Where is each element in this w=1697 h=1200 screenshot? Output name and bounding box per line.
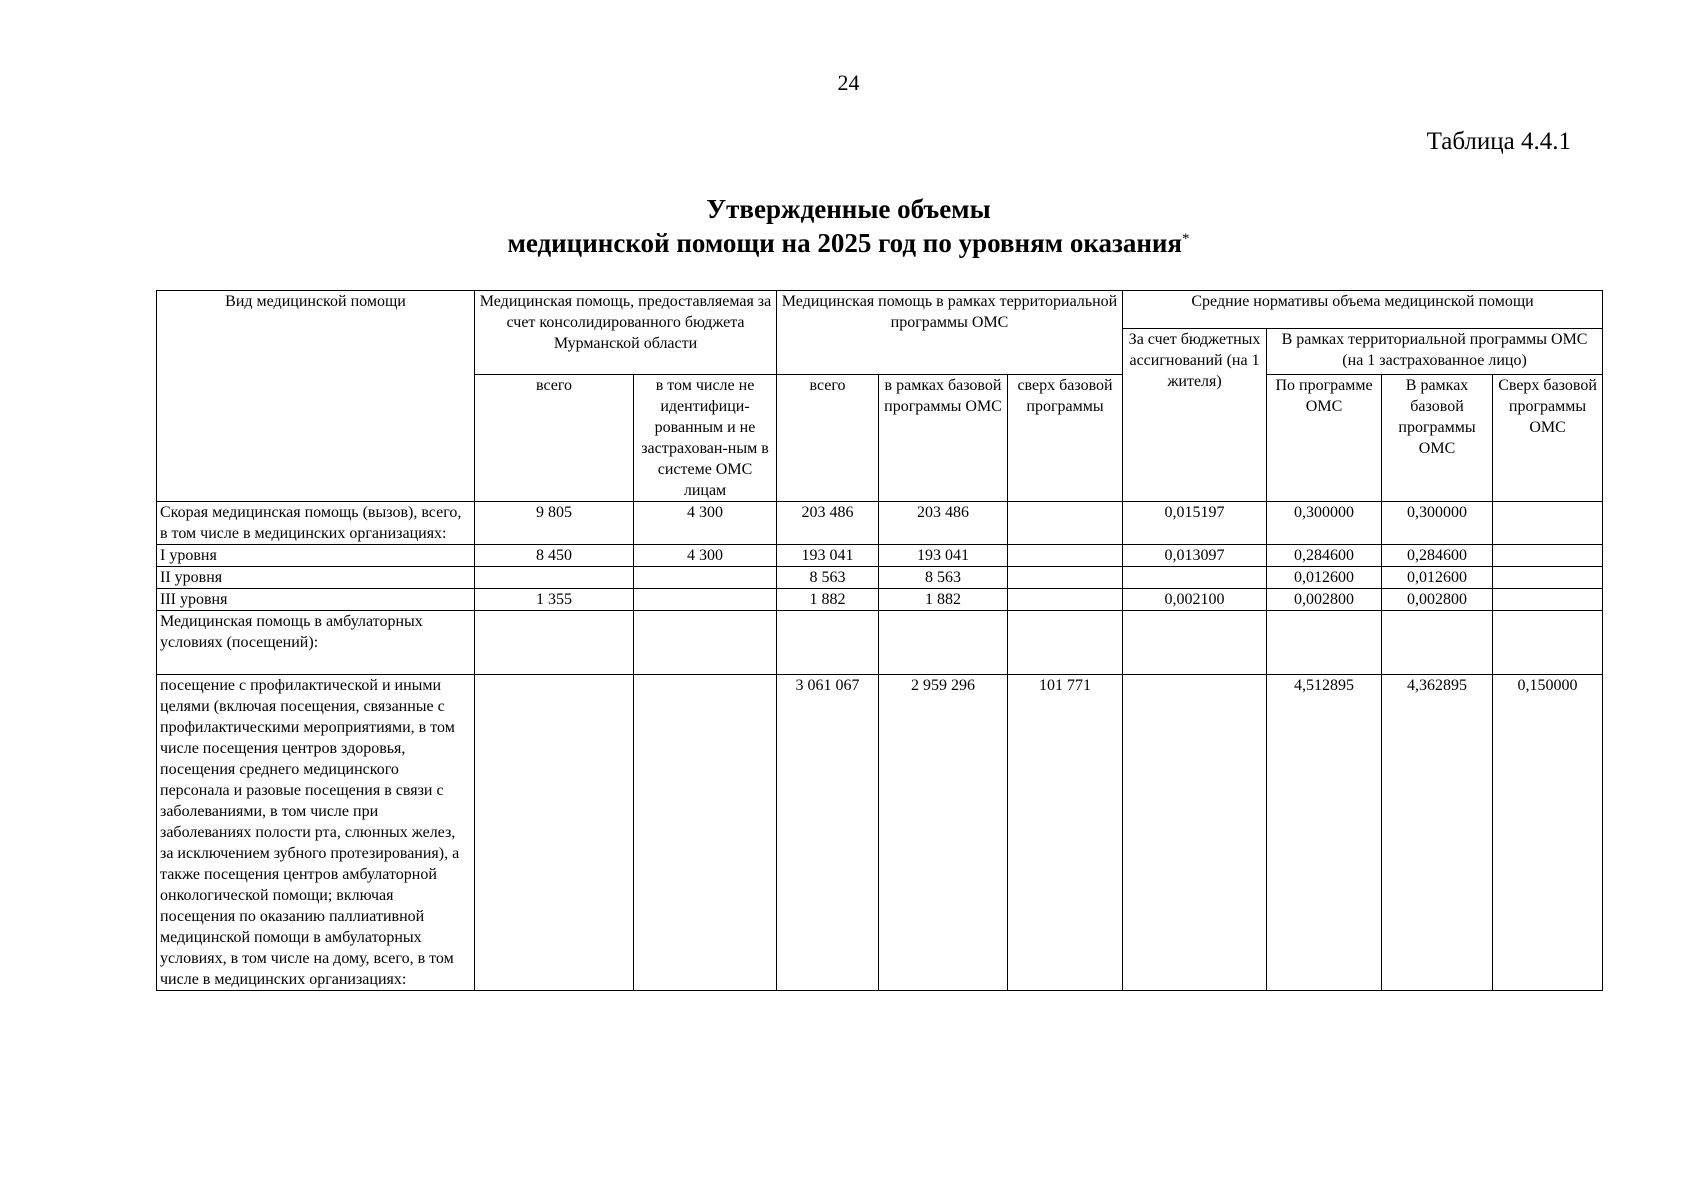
title-line-1: Утвержденные объемы — [706, 194, 991, 224]
cell-norm-oms-program: 0,300000 — [1267, 502, 1382, 545]
page-number: 24 — [837, 70, 860, 95]
cell-norm-budget: 0,013097 — [1123, 545, 1267, 567]
cell-oms-base: 1 882 — [879, 589, 1008, 611]
cell-oms-base: 8 563 — [879, 567, 1008, 589]
medical-care-volumes-table — [156, 290, 1603, 991]
cell-oms-total: 1 882 — [777, 589, 879, 611]
cell-budget-total: 1 355 — [475, 589, 634, 611]
cell-oms-total — [777, 611, 879, 675]
cell-oms-base — [879, 611, 1008, 675]
table-row — [157, 675, 1603, 991]
header-norms-oms-base: В рамках базовой программы ОМС — [1382, 375, 1493, 502]
cell-norm-oms-program: 0,284600 — [1267, 545, 1382, 567]
cell-oms-total: 3 061 067 — [777, 675, 879, 991]
cell-norm-oms-above: 0,150000 — [1493, 675, 1603, 991]
cell-budget-total — [475, 675, 634, 991]
cell-oms-total: 203 486 — [777, 502, 879, 545]
cell-norm-oms-above — [1493, 611, 1603, 675]
table-row — [157, 589, 1603, 611]
cell-oms-above: 101 771 — [1008, 675, 1123, 991]
cell-norm-budget: 0,015197 — [1123, 502, 1267, 545]
header-budget-total: всего — [475, 375, 634, 502]
cell-oms-total: 8 563 — [777, 567, 879, 589]
cell-budget-uninsured: 4 300 — [634, 502, 777, 545]
table-row — [157, 567, 1603, 589]
table-row — [157, 502, 1603, 545]
title-line-2-text: медицинской помощи на 2025 год по уровням оказания — [507, 228, 1183, 258]
row-name: III уровня — [157, 589, 475, 611]
cell-norm-oms-base: 4,362895 — [1382, 675, 1493, 991]
cell-oms-base: 203 486 — [879, 502, 1008, 545]
header-oms-total: всего — [777, 375, 879, 502]
cell-norm-oms-base: 0,300000 — [1382, 502, 1493, 545]
cell-norm-budget — [1123, 567, 1267, 589]
cell-norm-oms-above — [1493, 545, 1603, 567]
cell-budget-total — [475, 567, 634, 589]
cell-norm-budget — [1123, 675, 1267, 991]
header-care-type: Вид медицинской помощи — [157, 291, 475, 502]
cell-budget-uninsured — [634, 567, 777, 589]
header-norms-oms-above: Сверх базовой программы ОМС — [1493, 375, 1603, 502]
cell-norm-budget — [1123, 611, 1267, 675]
row-name: I уровня — [157, 545, 475, 567]
cell-budget-uninsured — [634, 589, 777, 611]
cell-norm-budget: 0,002100 — [1123, 589, 1267, 611]
cell-norm-oms-base: 0,284600 — [1382, 545, 1493, 567]
title-line-2 — [0, 226, 1697, 260]
header-norms-oms-program: По программе ОМС — [1267, 375, 1382, 502]
cell-oms-base: 193 041 — [879, 545, 1008, 567]
header-oms-group: Медицинская помощь в рамках территориальной программы ОМС — [777, 291, 1123, 375]
cell-norm-oms-program: 0,002800 — [1267, 589, 1382, 611]
header-norms-group: Средние нормативы объема медицинской помощи — [1123, 291, 1603, 329]
header-oms-above: сверх базовой программы — [1008, 375, 1123, 502]
row-name: посещение с профилактической и иными целями (включая посещения, связанные с профилактическими мероприятиями, в том числе посещения центров здоровья, посещения среднего медицинского персонала и разовые посещения в связи с заболеваниями, в том числе при заболеваниях полости рта, слюнных желез, за исключением зубного протезирования), а также посещения центров амбулаторной онкологической помощи; включая посещения по оказанию паллиативной медицинской помощи в амбулаторных условиях, в том числе на дому, всего, в том числе в медицинских организациях: — [157, 675, 475, 991]
cell-norm-oms-program — [1267, 611, 1382, 675]
cell-norm-oms-base — [1382, 611, 1493, 675]
cell-norm-oms-above — [1493, 589, 1603, 611]
header-oms-base: в рамках базовой программы ОМС — [879, 375, 1008, 502]
row-name: Скорая медицинская помощь (вызов), всего, в том числе в медицинских организациях: — [157, 502, 475, 545]
header-norms-budget: За счет бюджетных ассигнований (на 1 жителя) — [1123, 329, 1267, 502]
cell-oms-base: 2 959 296 — [879, 675, 1008, 991]
cell-norm-oms-base: 0,002800 — [1382, 589, 1493, 611]
cell-oms-total: 193 041 — [777, 545, 879, 567]
header-budget-uninsured: в том числе не идентифици-рованным и не застрахован-ным в системе ОМС лицам — [634, 375, 777, 502]
header-norms-oms-group: В рамках территориальной программы ОМС (на 1 застрахованное лицо) — [1267, 329, 1603, 375]
table-reference: Таблица 4.4.1 — [1426, 128, 1571, 155]
cell-norm-oms-base: 0,012600 — [1382, 567, 1493, 589]
cell-norm-oms-above — [1493, 502, 1603, 545]
table-row — [157, 611, 1603, 675]
cell-budget-uninsured — [634, 675, 777, 991]
document-title — [0, 192, 1697, 260]
cell-oms-above — [1008, 502, 1123, 545]
cell-budget-total: 9 805 — [475, 502, 634, 545]
row-name: II уровня — [157, 567, 475, 589]
row-name: Медицинская помощь в амбулаторных условиях (посещений): — [157, 611, 475, 675]
cell-budget-uninsured: 4 300 — [634, 545, 777, 567]
cell-budget-total: 8 450 — [475, 545, 634, 567]
cell-oms-above — [1008, 567, 1123, 589]
cell-norm-oms-program: 4,512895 — [1267, 675, 1382, 991]
header-budget-group: Медицинская помощь, предоставляемая за счет консолидированного бюджета Мурманской области — [475, 291, 777, 375]
cell-oms-above — [1008, 545, 1123, 567]
cell-norm-oms-above — [1493, 567, 1603, 589]
table-row — [157, 545, 1603, 567]
cell-norm-oms-program: 0,012600 — [1267, 567, 1382, 589]
cell-oms-above — [1008, 611, 1123, 675]
cell-oms-above — [1008, 589, 1123, 611]
footnote-mark: * — [1182, 231, 1190, 247]
cell-budget-uninsured — [634, 611, 777, 675]
cell-budget-total — [475, 611, 634, 675]
